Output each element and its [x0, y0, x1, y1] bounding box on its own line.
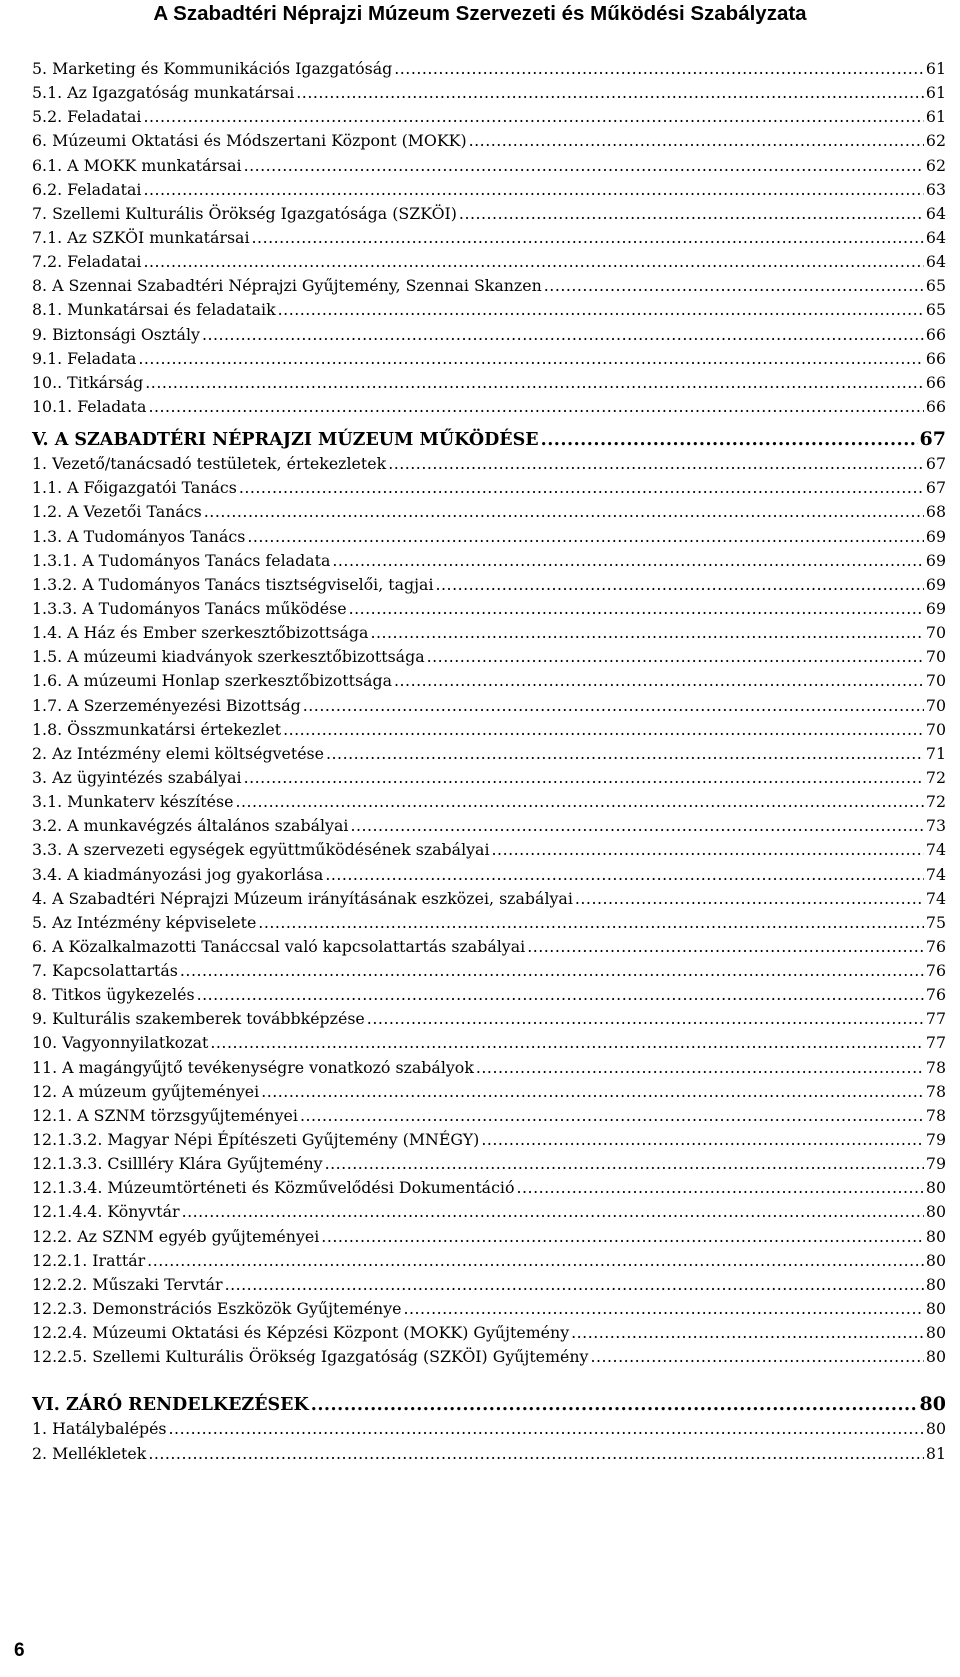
toc-entry[interactable]	[32, 573, 946, 597]
toc-entry-page: 71	[925, 743, 946, 763]
toc-entry-page: 80	[925, 1347, 946, 1367]
toc-entry-label: 1. Vezető/tanácsadó testületek, értekezletek	[32, 454, 387, 474]
toc-entry[interactable]	[32, 81, 946, 105]
toc-entry-label: 9. Biztonsági Osztály	[32, 324, 200, 344]
toc-entry[interactable]	[32, 371, 946, 395]
toc-entry-page: 80	[925, 1419, 946, 1439]
toc-entry-page: 76	[925, 936, 946, 956]
toc-entry[interactable]	[32, 1007, 946, 1031]
dot-leader	[169, 1417, 924, 1441]
toc-entry-label: 1.3.2. A Tudományos Tanács tisztségviselői, tagjai	[32, 574, 434, 594]
toc-entry-page: 74	[925, 888, 946, 908]
dot-leader	[235, 790, 923, 814]
toc-entry-label: 12.1.3.3. Csillléry Klára Gyűjtemény	[32, 1154, 323, 1174]
toc-entry-label: 6.2. Feladatai	[32, 179, 142, 199]
toc-entry[interactable]	[32, 525, 946, 549]
toc-entry-label: 3.1. Munkaterv készítése	[32, 792, 234, 812]
toc-entry[interactable]	[32, 814, 946, 838]
dot-leader	[325, 863, 924, 887]
toc-entry-page: 77	[925, 1009, 946, 1029]
toc-section-label: VI. ZÁRÓ RENDELKEZÉSEK	[32, 1395, 309, 1416]
toc-entry[interactable]	[32, 298, 946, 322]
toc-entry-page: 74	[925, 864, 946, 884]
dot-leader	[143, 105, 923, 129]
toc-entry-label: 1.7. A Szerzeményezési Bizottság	[32, 695, 301, 715]
toc-entry-label: 12. A múzeum gyűjteményei	[32, 1081, 260, 1101]
toc-entry-page: 74	[925, 840, 946, 860]
toc-entry-page: 80	[925, 1202, 946, 1222]
toc-entry-page: 70	[925, 623, 946, 643]
toc-entry[interactable]	[32, 766, 946, 790]
toc-entry[interactable]	[32, 250, 946, 274]
toc-entry[interactable]	[32, 202, 946, 226]
dot-leader	[143, 250, 923, 274]
toc-entry-label: 10.. Titkárság	[32, 372, 144, 392]
toc-entry-label: 3.2. A munkavégzés általános szabályai	[32, 816, 349, 836]
toc-entry[interactable]	[32, 718, 946, 742]
toc-entry-label: 9.1. Feladata	[32, 348, 137, 368]
toc-entry-page: 80	[925, 1178, 946, 1198]
dot-leader	[436, 573, 924, 597]
toc-entry-label: 1.3.1. A Tudományos Tanács feladata	[32, 550, 331, 570]
toc-entry[interactable]	[32, 597, 946, 621]
dot-leader	[202, 323, 924, 347]
toc-entry[interactable]	[32, 1225, 946, 1249]
dot-leader	[527, 935, 924, 959]
dot-leader	[296, 81, 924, 105]
dot-leader	[145, 371, 924, 395]
toc-entry-page: 73	[925, 816, 946, 836]
toc-entry[interactable]	[32, 1176, 946, 1200]
toc-entry[interactable]	[32, 1273, 946, 1297]
dot-leader	[258, 911, 924, 935]
dot-leader	[517, 1176, 924, 1200]
toc-entry[interactable]	[32, 1442, 946, 1466]
toc-entry-page: 70	[925, 647, 946, 667]
dot-leader	[394, 669, 924, 693]
toc-entry[interactable]	[32, 452, 946, 476]
toc-entry[interactable]	[32, 1056, 946, 1080]
toc-entry[interactable]	[32, 959, 946, 983]
toc-entry[interactable]	[32, 1104, 946, 1128]
toc-entry-label: 7. Kapcsolattartás	[32, 961, 178, 981]
toc-section-page: 67	[919, 428, 946, 451]
dot-leader	[427, 645, 924, 669]
toc-entry-page: 68	[925, 502, 946, 522]
dot-leader	[571, 1321, 924, 1345]
toc-entry-label: 7.2. Feladatai	[32, 252, 142, 272]
toc-entry-page: 81	[925, 1443, 946, 1463]
toc-entry[interactable]	[32, 395, 946, 419]
toc-entry-label: 6. A Közalkalmazotti Tanáccsal való kapcsolattartás szabályai	[32, 936, 526, 956]
toc-entry-label: 1.3. A Tudományos Tanács	[32, 526, 246, 546]
toc-entry-page: 80	[925, 1323, 946, 1343]
toc-entry[interactable]	[32, 790, 946, 814]
dot-leader	[143, 178, 923, 202]
toc-entry[interactable]	[32, 935, 946, 959]
spacer	[32, 1369, 946, 1391]
dot-leader	[403, 1297, 923, 1321]
toc-entry-label: 5.1. Az Igazgatóság munkatársai	[32, 83, 295, 103]
toc-entry-page: 69	[925, 574, 946, 594]
toc-section-page: 80	[919, 1393, 946, 1416]
toc-entry[interactable]	[32, 694, 946, 718]
toc-entry-label: 1.3.3. A Tudományos Tanács működése	[32, 598, 347, 618]
dot-leader	[575, 887, 924, 911]
toc-entry-label: 1.2. A Vezetői Tanács	[32, 502, 202, 522]
toc-entry-page: 61	[925, 83, 946, 103]
toc-entry-page: 80	[925, 1226, 946, 1246]
page-number: 6	[14, 1640, 25, 1661]
toc-entry-label: 3.3. A szervezeti egységek együttműködésének szabályai	[32, 840, 490, 860]
toc-entry[interactable]	[32, 1128, 946, 1152]
toc-entry[interactable]	[32, 154, 946, 178]
toc-entry[interactable]	[32, 323, 946, 347]
dot-leader	[252, 226, 924, 250]
toc-entry-page: 70	[925, 671, 946, 691]
toc-entry-label: 1.5. A múzeumi kiadványok szerkesztőbizottsága	[32, 647, 425, 667]
toc-entry-page: 69	[925, 550, 946, 570]
toc-entry-page: 80	[925, 1274, 946, 1294]
toc-entry-label: 12.1.3.2. Magyar Népi Építészeti Gyűjtemény (MNÉGY)	[32, 1130, 480, 1150]
dot-leader	[311, 1392, 918, 1418]
dot-leader	[459, 202, 924, 226]
dot-leader	[197, 983, 924, 1007]
toc-entry[interactable]	[32, 476, 946, 500]
toc-entry[interactable]	[32, 1031, 946, 1055]
toc-entry-page: 70	[925, 695, 946, 715]
toc-entry-label: 2. Mellékletek	[32, 1443, 147, 1463]
dot-leader	[138, 347, 924, 371]
dot-leader	[541, 427, 918, 453]
toc-entry-label: 12.2.5. Szellemi Kulturális Örökség Igazgatóság (SZKÖI) Gyűjtemény	[32, 1347, 589, 1367]
toc-entry-label: 7. Szellemi Kulturális Örökség Igazgatósága (SZKÖI)	[32, 203, 457, 223]
toc-entry[interactable]	[32, 1417, 946, 1441]
toc-entry-label: 12.1.3.4. Múzeumtörténeti és Közművelődési Dokumentáció	[32, 1178, 515, 1198]
toc-entry-page: 80	[925, 1250, 946, 1270]
toc-entry-label: 1.4. A Ház és Ember szerkesztőbizottsága	[32, 623, 369, 643]
toc-group-2	[32, 452, 946, 1369]
toc-entry[interactable]	[32, 226, 946, 250]
toc-entry-label: 12.2.2. Műszaki Tervtár	[32, 1274, 223, 1294]
toc-entry-label: 8. A Szennai Szabadtéri Néprajzi Gyűjtemény, Szennai Skanzen	[32, 276, 542, 296]
toc-entry-label: 5. Az Intézmény képviselete	[32, 912, 257, 932]
toc-entry-page: 76	[925, 985, 946, 1005]
toc-entry-label: 12.2.4. Múzeumi Oktatási és Képzési Központ (MOKK) Gyűjtemény	[32, 1323, 570, 1343]
toc-entry-page: 64	[925, 227, 946, 247]
toc-group-1	[32, 57, 946, 419]
toc-entry-page: 66	[925, 324, 946, 344]
toc-entry-label: 12.2.3. Demonstrációs Eszközök Gyűjteménye	[32, 1299, 402, 1319]
toc-entry-page: 78	[925, 1105, 946, 1125]
toc-entry-page: 65	[925, 300, 946, 320]
toc-entry-label: 1.6. A múzeumi Honlap szerkesztőbizottsága	[32, 671, 392, 691]
toc-entry-label: 12.1. A SZNM törzsgyűjteményei	[32, 1105, 298, 1125]
dot-leader	[367, 1007, 924, 1031]
toc-entry[interactable]	[32, 500, 946, 524]
dot-leader	[370, 621, 923, 645]
dot-leader	[332, 549, 924, 573]
toc-entry-label: 4. A Szabadtéri Néprajzi Múzeum irányításának eszközei, szabályai	[32, 888, 573, 908]
toc-entry[interactable]	[32, 1297, 946, 1321]
toc-entry[interactable]	[32, 178, 946, 202]
toc-entry-page: 76	[925, 961, 946, 981]
page-header-title: A Szabadtéri Néprajzi Múzeum Szervezeti és Működési Szabályzata	[153, 2, 807, 25]
toc-entry[interactable]	[32, 129, 946, 153]
toc-entry-page: 61	[925, 107, 946, 127]
dot-leader	[300, 1104, 924, 1128]
dot-leader	[350, 814, 923, 838]
toc-entry-page: 66	[925, 396, 946, 416]
dot-leader	[261, 1080, 924, 1104]
toc-entry[interactable]	[32, 1152, 946, 1176]
toc-entry-page: 69	[925, 526, 946, 546]
toc-entry[interactable]	[32, 838, 946, 862]
toc-entry-label: 8. Titkos ügykezelés	[32, 985, 195, 1005]
dot-leader	[204, 500, 924, 524]
toc-entry[interactable]	[32, 105, 946, 129]
toc-entry-page: 67	[925, 478, 946, 498]
toc-entry-page: 64	[925, 203, 946, 223]
toc-entry-page: 80	[925, 1299, 946, 1319]
toc-entry[interactable]	[32, 983, 946, 1007]
dot-leader	[326, 742, 924, 766]
toc-entry-label: 8.1. Munkatársai és feladataik	[32, 300, 276, 320]
toc-entry-label: 9. Kulturális szakemberek továbbképzése	[32, 1009, 365, 1029]
dot-leader	[244, 766, 924, 790]
toc-entry[interactable]	[32, 742, 946, 766]
dot-leader	[148, 1442, 924, 1466]
toc-entry[interactable]	[32, 863, 946, 887]
toc-entry[interactable]	[32, 1080, 946, 1104]
toc-entry[interactable]	[32, 274, 946, 298]
toc-entry[interactable]	[32, 1321, 946, 1345]
toc-entry[interactable]	[32, 911, 946, 935]
toc-entry-page: 69	[925, 598, 946, 618]
toc-entry-label: 3. Az ügyintézés szabályai	[32, 767, 242, 787]
dot-leader	[388, 452, 924, 476]
dot-leader	[147, 1249, 924, 1273]
dot-leader	[492, 838, 924, 862]
dot-leader	[182, 1200, 924, 1224]
toc-group-3	[32, 1417, 946, 1465]
dot-leader	[544, 274, 924, 298]
dot-leader	[244, 154, 924, 178]
toc-entry-label: 12.2. Az SZNM egyéb gyűjteményei	[32, 1226, 320, 1246]
toc-entry-label: 1. Hatálybalépés	[32, 1419, 167, 1439]
toc-entry-page: 67	[925, 454, 946, 474]
dot-leader	[180, 959, 924, 983]
dot-leader	[283, 718, 924, 742]
toc-entry-page: 79	[925, 1154, 946, 1174]
toc-entry-label: 7.1. Az SZKÖI munkatársai	[32, 227, 250, 247]
toc-entry[interactable]	[32, 669, 946, 693]
dot-leader	[210, 1031, 924, 1055]
dot-leader	[469, 129, 924, 153]
toc-entry-page: 66	[925, 348, 946, 368]
toc-entry-label: 5.2. Feladatai	[32, 107, 142, 127]
toc-entry-label: 2. Az Intézmény elemi költségvetése	[32, 743, 325, 763]
toc-entry-page: 65	[925, 276, 946, 296]
toc-entry-label: 12.2.1. Irattár	[32, 1250, 146, 1270]
dot-leader	[481, 1128, 924, 1152]
toc-entry-page: 62	[925, 155, 946, 175]
toc-entry-page: 79	[925, 1130, 946, 1150]
toc-entry-label: 1.8. Összmunkatársi értekezlet	[32, 719, 282, 739]
dot-leader	[321, 1225, 924, 1249]
toc-entry-page: 77	[925, 1033, 946, 1053]
table-of-contents	[32, 57, 946, 1466]
toc-entry[interactable]	[32, 1345, 946, 1369]
toc-entry-label: 6. Múzeumi Oktatási és Módszertani Központ (MOKK)	[32, 131, 467, 151]
toc-entry[interactable]	[32, 1200, 946, 1224]
dot-leader	[239, 476, 924, 500]
toc-entry-page: 78	[925, 1081, 946, 1101]
dot-leader	[303, 694, 924, 718]
toc-entry-page: 75	[925, 912, 946, 932]
dot-leader	[278, 298, 924, 322]
toc-section-label: V. A SZABADTÉRI NÉPRAJZI MÚZEUM MŰKÖDÉSE	[32, 430, 539, 451]
dot-leader	[394, 57, 924, 81]
dot-leader	[325, 1152, 924, 1176]
dot-leader	[476, 1056, 924, 1080]
toc-entry[interactable]	[32, 549, 946, 573]
toc-entry-label: 3.4. A kiadmányozási jog gyakorlása	[32, 864, 324, 884]
toc-entry-page: 63	[925, 179, 946, 199]
toc-entry-label: 6.1. A MOKK munkatársai	[32, 155, 242, 175]
dot-leader	[247, 525, 924, 549]
toc-entry[interactable]	[32, 621, 946, 645]
toc-entry-label: 10.1. Feladata	[32, 396, 147, 416]
toc-entry[interactable]	[32, 1249, 946, 1273]
toc-entry-label: 12.1.4.4. Könyvtár	[32, 1202, 180, 1222]
toc-entry-page: 70	[925, 719, 946, 739]
toc-section-vi[interactable]	[32, 1391, 946, 1417]
toc-entry-page: 72	[925, 792, 946, 812]
dot-leader	[225, 1273, 924, 1297]
spacer	[32, 419, 946, 426]
dot-leader	[590, 1345, 923, 1369]
toc-entry-page: 61	[925, 59, 946, 78]
toc-entry[interactable]	[32, 57, 946, 81]
toc-section-v[interactable]	[32, 426, 946, 452]
toc-entry-label: 11. A magángyűjtő tevékenységre vonatkozó szabályok	[32, 1057, 474, 1077]
toc-entry[interactable]	[32, 887, 946, 911]
toc-entry-label: 10. Vagyonnyilatkozat	[32, 1033, 209, 1053]
toc-entry[interactable]	[32, 645, 946, 669]
toc-entry-page: 78	[925, 1057, 946, 1077]
toc-entry-page: 66	[925, 372, 946, 392]
toc-entry-label: 5. Marketing és Kommunikációs Igazgatóság	[32, 59, 393, 78]
dot-leader	[349, 597, 924, 621]
dot-leader	[148, 395, 923, 419]
toc-entry-page: 72	[925, 767, 946, 787]
toc-entry-page: 62	[925, 131, 946, 151]
toc-entry-label: 1.1. A Főigazgatói Tanács	[32, 478, 237, 498]
toc-entry-page: 64	[925, 252, 946, 272]
toc-entry[interactable]	[32, 347, 946, 371]
